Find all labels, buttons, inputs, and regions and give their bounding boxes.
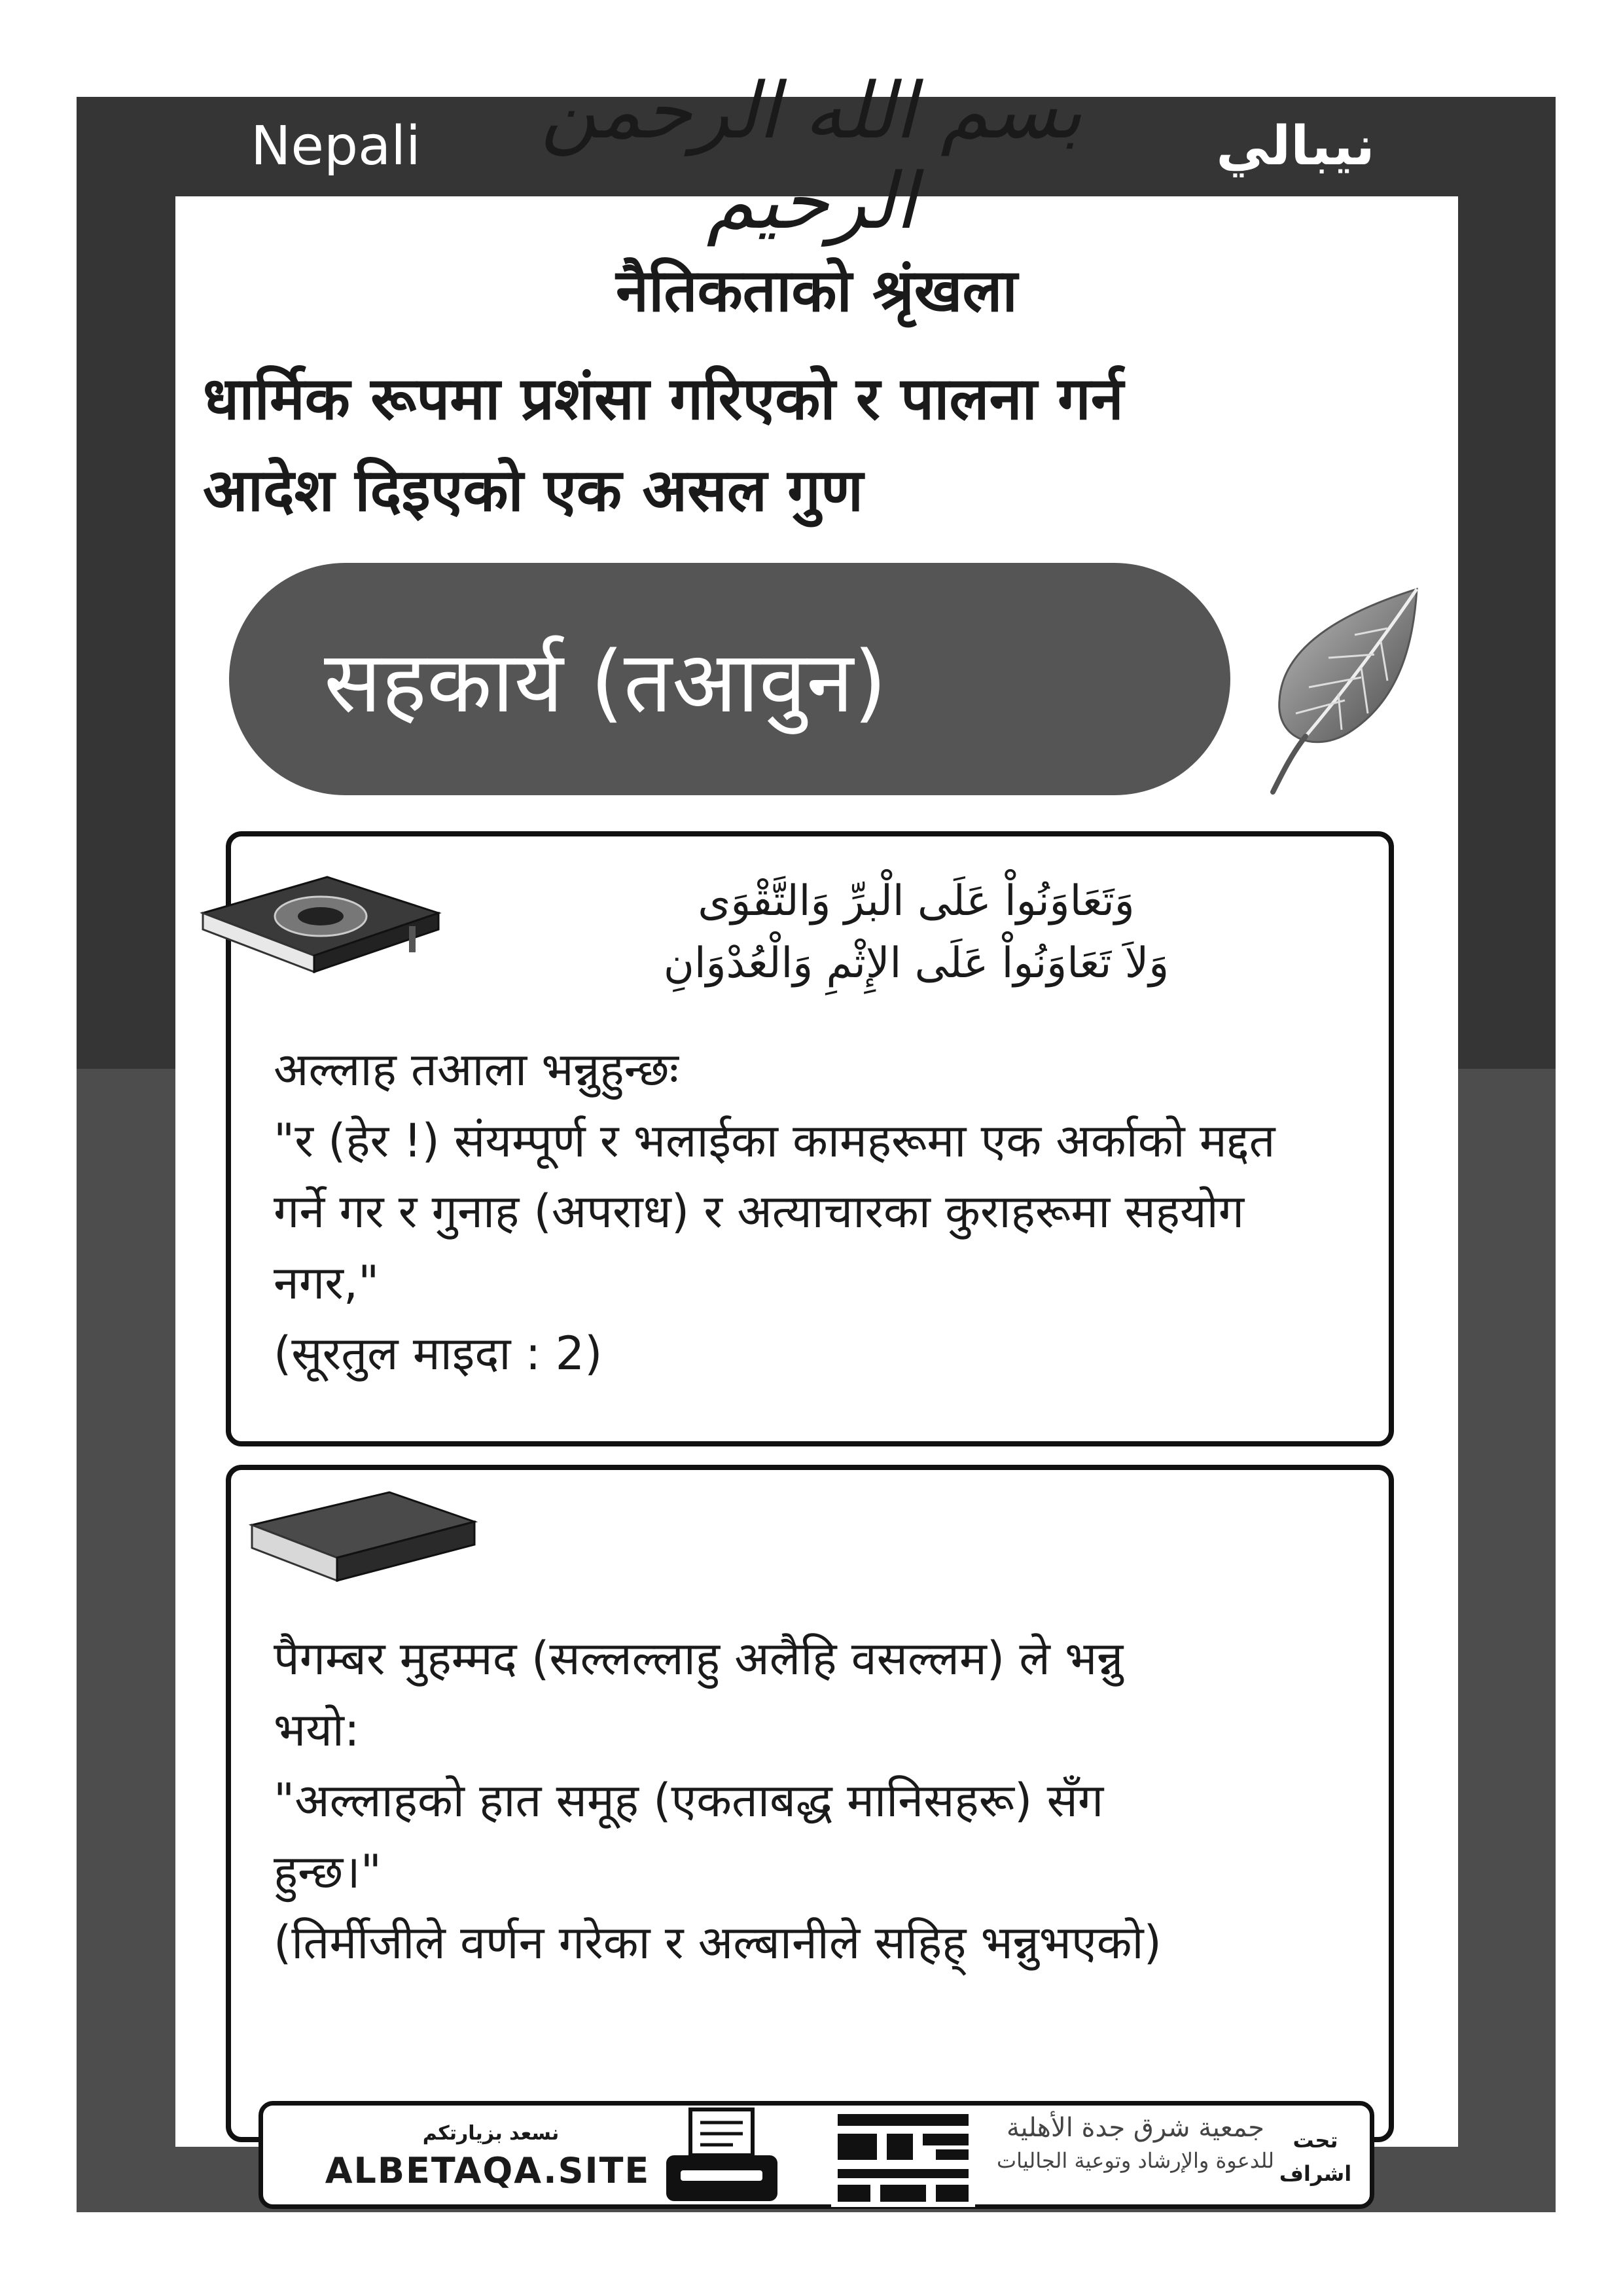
hadith-line-3: "अल्लाहको हात समूह (एकताबद्ध मानिसहरू) सँग [274, 1774, 1104, 1827]
hadith-text [274, 1623, 1380, 1979]
headline-line-2: आदेश दिइएको एक असल गुण [203, 456, 864, 525]
virtue-title-pill [229, 563, 1230, 795]
supervision-line-2: اشراف [1279, 2161, 1352, 2187]
language-tag-arabic: نيبالي [1133, 97, 1457, 195]
supervision-label [1276, 2124, 1355, 2191]
series-title: नैतिकताको श्रृंखला [616, 257, 1018, 325]
hadith-line-2: भयो: [274, 1702, 360, 1757]
org-name: جمعية شرق جدة الأهلية [1007, 2113, 1264, 2143]
quran-line-1: "र (हेर !) संयम्पूर्ण र भलाईका कामहरूमा एक अर्काको मद्दत [274, 1113, 1275, 1168]
quran-book-icon [196, 867, 445, 982]
quran-translation [274, 1034, 1380, 1390]
leaf-icon [1257, 583, 1427, 798]
footer-visit-text: نسعد بزيارتكم [422, 2122, 560, 2145]
hadith-line-4: हुन्छ।" [274, 1844, 382, 1899]
quran-reference: (सूरतुल माइदा : 2) [274, 1327, 603, 1380]
quran-intro: अल्लाह तआला भन्नुहुन्छः [274, 1043, 679, 1096]
virtue-title: सहकार्य (तआवुन) [324, 632, 887, 732]
quran-line-3: नगर," [274, 1255, 380, 1310]
headline-line-1: धार्मिक रूपमा प्रशंसा गरिएको र पालना गर्न [203, 365, 1124, 433]
arabic-verse-line-1: وَتَعَاوَنُواْ عَلَى الْبرِّ وَالتَّقْوَى [698, 877, 1135, 925]
org-subtitle: للدعوة والإرشاد وتوعية الجاليات [996, 2148, 1275, 2173]
footer-site-link[interactable]: ALBETAQA.SITE [325, 2150, 651, 2191]
basmala-calligraphy [517, 46, 1106, 246]
organization-logo [995, 2113, 1276, 2204]
language-tag-nepali: Nepali [175, 97, 496, 195]
hadith-reference: (तिर्मीजीले वर्णन गरेका र अल्बानीले सहिह् भन्नुभएको) [274, 1916, 1162, 1969]
basmala-text: بسم الله الرحمن الرحيم [541, 65, 1082, 246]
book-icon [245, 1482, 481, 1590]
headline [203, 353, 1446, 536]
quran-line-2: गर्ने गर र गुनाह (अपराध) र अत्याचारका कुराहरूमा सहयोग [274, 1185, 1245, 1238]
arabic-verse-line-2: وَلاَ تَعَاوَنُواْ عَلَى الإِثْمِ وَالْعُدْوَانِ [663, 939, 1169, 988]
hadith-line-1: पैगम्बर मुहम्मद (सल्लल्लाहु अलैहि वसल्लम) ले भन्नु [274, 1632, 1124, 1685]
printer-icon [661, 2106, 782, 2208]
supervision-line-1: تحت [1293, 2128, 1338, 2153]
qr-style-logo [831, 2109, 975, 2207]
